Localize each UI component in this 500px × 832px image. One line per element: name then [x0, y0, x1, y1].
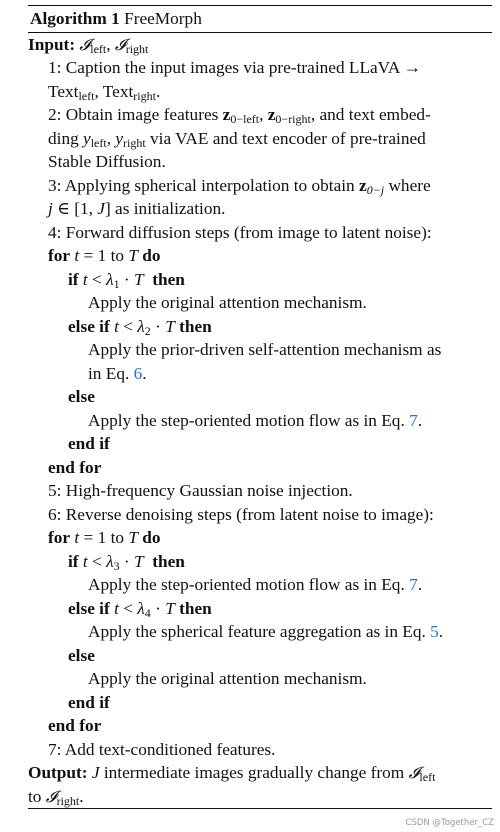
- loop1-elseif: else if $t < \lambda_2 \cdot T$ then: [68, 316, 212, 338]
- loop2-else: else: [68, 645, 95, 665]
- loop2-elseif: else if $t < \lambda_4 \cdot T$ then: [68, 598, 212, 620]
- input-line: Input: 𝓘$_{left}$, 𝓘$_{right}$: [28, 34, 149, 56]
- algorithm-caption: [28, 6, 492, 32]
- loop2-for: for t = 1 to T do: [48, 528, 161, 547]
- loop1-if: if $t < \lambda_1 \cdot T$ then: [68, 269, 185, 291]
- loop1-else: else: [68, 387, 95, 406]
- step-4: 4: Forward diffusion steps (from image to latent noise):: [48, 222, 432, 242]
- bottom-rule: [28, 808, 492, 809]
- loop1-for: for t = 1 to T do: [48, 246, 161, 265]
- eq6-link[interactable]: 6: [133, 363, 143, 383]
- eq5-link[interactable]: 5: [430, 622, 439, 641]
- loop1-else-body: Apply the step-oriented motion flow as in Eq. 7.: [88, 410, 423, 430]
- step-5: 5: High-frequency Gaussian noise injection.: [48, 481, 353, 500]
- output-label: Output:: [28, 763, 88, 782]
- step-2: 2: Obtain image features $z_{0-left}$, $z_{0-right}$, and text embed- ding $y_{left}$, $y_{right}$ via VAE and text encoder of pre-trained Stable Diffusion.: [48, 105, 431, 171]
- step-6: 6: Reverse denoising steps (from latent noise to image):: [48, 504, 434, 524]
- eq7-link[interactable]: 7: [409, 410, 418, 430]
- watermark: CSDN @Together_CZ: [405, 818, 494, 828]
- loop1-endfor: end for: [48, 457, 102, 477]
- loop2-if: if $t < \lambda_3 \cdot T$ then: [68, 551, 185, 573]
- loop2-endif: end if: [68, 692, 110, 712]
- output-line: Output: J intermediate images gradually change from 𝓘$_{left}$ to 𝓘$_{right}$.: [28, 763, 436, 808]
- step-1: 1: Caption the input images via pre-trained LLaVA → Text$_{left}$, Text$_{right}$.: [48, 58, 422, 103]
- loop1-elseif-body: Apply the prior-driven self-attention mechanism as in Eq. 6.: [88, 340, 442, 383]
- eq7-link[interactable]: 7: [409, 575, 418, 594]
- input-label: Input:: [28, 34, 76, 54]
- loop2-else-body: Apply the original attention mechanism.: [88, 669, 367, 688]
- step-3: 3: Applying spherical interpolation to obtain z0−j where j ∈ [1, J] as initialization.: [48, 175, 431, 218]
- loop1-if-body: Apply the original attention mechanism.: [88, 293, 367, 312]
- loop1-endif: end if: [68, 434, 110, 453]
- loop2-elseif-body: Apply the spherical feature aggregation as in Eq. 5.: [88, 622, 444, 641]
- loop2-if-body: Apply the step-oriented motion flow as in Eq. 7.: [88, 575, 423, 594]
- loop2-endfor: end for: [48, 716, 102, 735]
- algorithm-block: [28, 5, 492, 809]
- algorithm-label: Algorithm 1: [30, 9, 120, 28]
- algorithm-name: FreeMorph: [124, 9, 202, 28]
- step-7: 7: Add text-conditioned features.: [48, 739, 276, 759]
